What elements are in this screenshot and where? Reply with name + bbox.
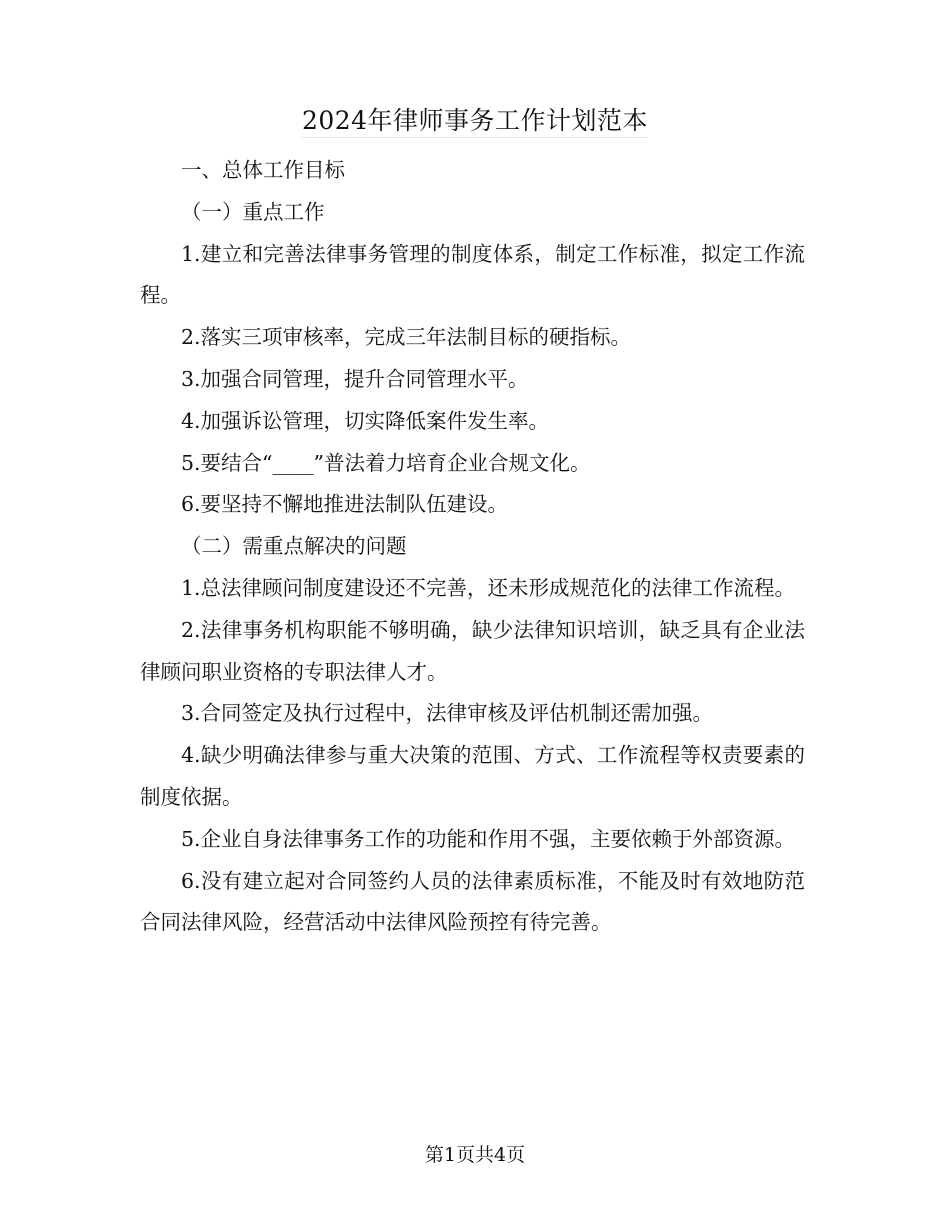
list-item: 6.没有建立起对合同签约人员的法律素质标准，不能及时有效地防范合同法律风险，经营活动中法律风险预控有待完善。 xyxy=(140,868,805,935)
list-item: 5.企业自身法律事务工作的功能和作用不强，主要依赖于外部资源。 xyxy=(181,826,796,851)
list-item: 3.合同签定及执行过程中，法律审核及评估机制还需加强。 xyxy=(181,701,714,726)
document-title-text: 2024年律师事务工作计划范本 xyxy=(302,106,648,138)
document-body xyxy=(140,150,805,944)
section-heading-1: 一、总体工作目标 xyxy=(181,158,345,182)
list-item: 4.缺少明确法律参与重大决策的范围、方式、工作流程等权责要素的制度依据。 xyxy=(140,743,805,809)
list-item: 1.总法律顾问制度建设还不完善，还未形成规范化的法律工作流程。 xyxy=(181,575,796,600)
document-title xyxy=(0,104,950,138)
list-item: 3.加强合同管理，提升合同管理水平。 xyxy=(181,366,529,391)
list-item: 2.落实三项审核率，完成三年法制目标的硬指标。 xyxy=(181,325,632,350)
list-item: 1.建立和完善法律事务管理的制度体系，制定工作标准，拟定工作流程。 xyxy=(140,241,805,308)
list-item: 2.法律事务机构职能不够明确，缺少法律知识培训，缺乏具有企业法律顾问职业资格的专职法律人才。 xyxy=(140,617,805,684)
subsection-heading-1: （一）重点工作 xyxy=(181,199,325,224)
page-number-footer: 第1页共4页 xyxy=(424,1144,526,1166)
list-item: 4.加强诉讼管理，切实降低案件发生率。 xyxy=(181,408,550,433)
subsection-heading-2: （二）需重点解决的问题 xyxy=(181,534,407,559)
list-item: 6.要坚持不懈地推进法制队伍建设。 xyxy=(181,492,509,517)
list-item: 5.要结合“____”普法着力培育企业合规文化。 xyxy=(181,450,591,475)
